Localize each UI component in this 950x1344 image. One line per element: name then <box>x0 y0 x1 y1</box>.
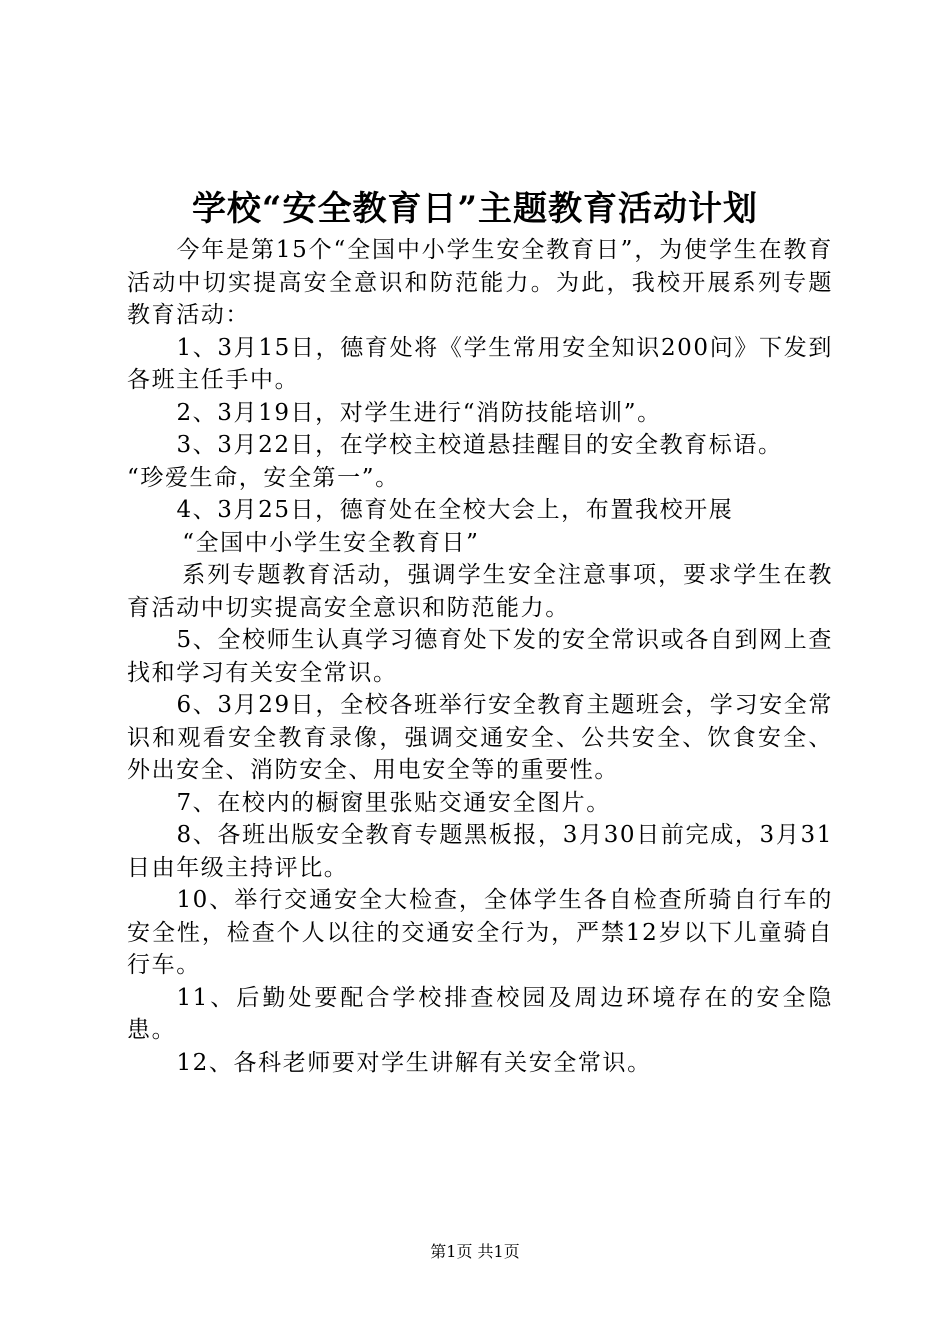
item-12-paragraph: 12、各科老师要对学生讲解有关安全常识。 <box>176 1049 652 1076</box>
item-6-paragraph: 6、3月29日，全校各班举行安全教育主题班会，学习安全常识和观看安全教育录像，强调交通安全、公共安全、饮食安全、外出安全、消防安全、用电安全等的重要性。 <box>127 692 833 783</box>
item-5-paragraph: 5、全校师生认真学习德育处下发的安全常识或各自到网上查找和学习有关安全常识。 <box>127 627 833 686</box>
page-footer: 第1页 共1页 <box>430 1242 520 1261</box>
item-2-paragraph: 2、3月19日，对学生进行“消防技能培训”。 <box>176 399 662 426</box>
item-7-paragraph: 7、在校内的橱窗里张贴交通安全图片。 <box>176 789 611 816</box>
item-3-paragraph: 3、3月22日，在学校主校道悬挂醒目的安全教育标语。 <box>176 432 783 458</box>
intro-paragraph: 今年是第15个“全国中小学生安全教育日”，为使学生在教育活动中切实提高安全意识和防范能力。为此，我校开展系列专题教育活动： <box>127 237 833 328</box>
item-4-continuation-paragraph: 系列专题教育活动，强调学生安全注意事项，要求学生在教育活动中切实提高安全意识和防范能力。 <box>127 562 833 621</box>
slogan-paragraph: “珍爱生命，安全第一”。 <box>127 464 400 491</box>
item-4-quote-paragraph: “全国中小学生安全教育日” <box>182 529 480 556</box>
item-11-paragraph: 11、后勤处要配合学校排查校园及周边环境存在的安全隐患。 <box>127 984 833 1043</box>
document-body <box>127 234 833 1079</box>
item-4-paragraph: 4、3月25日，德育处在全校大会上，布置我校开展 <box>176 497 734 523</box>
item-1-paragraph: 1、3月15日，德育处将《学生常用安全知识200问》下发到各班主任手中。 <box>127 334 833 393</box>
document-title: 学校“安全教育日”主题教育活动计划 <box>191 189 759 229</box>
item-8-paragraph: 8、各班出版安全教育专题黑板报，3月30日前完成，3月31日由年级主持评比。 <box>127 822 833 881</box>
item-10-paragraph: 10、举行交通安全大检查，全体学生各自检查所骑自行车的安全性，检查个人以往的交通安全行为，严禁12岁以下儿童骑自行车。 <box>127 887 833 978</box>
